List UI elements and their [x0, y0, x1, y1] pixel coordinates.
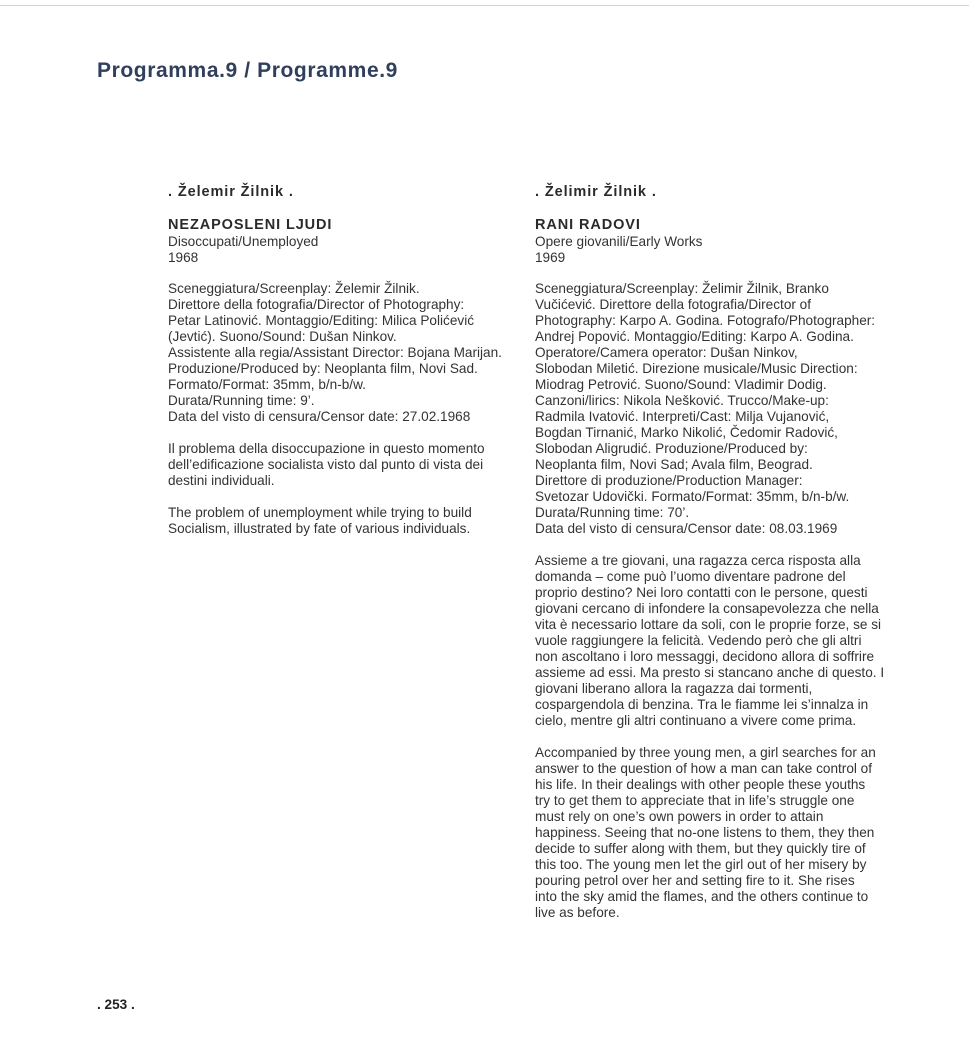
credits-line: Slobodan Aligrudić. Produzione/Produced by: — [535, 441, 808, 456]
synopsis-line: destini individuali. — [168, 473, 275, 488]
credits-line: Andrej Popović. Montaggio/Editing: Karpo A. Godina. — [535, 329, 854, 344]
film-subtitle: Opere giovanili/Early Works — [535, 234, 703, 249]
credits-line: Svetozar Udovički. Formato/Format: 35mm, b/n-b/w. — [535, 489, 850, 504]
credits-line: Assistente alla regia/Assistant Director: Bojana Marijan. — [168, 345, 502, 360]
credits-line: Radmila Ivatović. Interpreti/Cast: Milja Vujanović, — [535, 409, 830, 424]
credits-line: Vučićević. Direttore della fotografia/Director of — [535, 297, 812, 312]
synopsis-line: happiness. Seeing that no-one listens to them, they then — [535, 825, 875, 840]
credits-line: Operatore/Camera operator: Dušan Ninkov, — [535, 345, 798, 360]
credits-line: Durata/Running time: 9’. — [168, 393, 315, 408]
credits-line: Petar Latinović. Montaggio/Editing: Milica Polićević — [168, 313, 475, 328]
credits-line: Data del visto di censura/Censor date: 08.03.1969 — [535, 521, 838, 536]
credits-line: Produzione/Produced by: Neoplanta film, Novi Sad. — [168, 361, 478, 376]
credits-line: Direttore della fotografia/Director of Photography: — [168, 297, 465, 312]
credits-line: Data del visto di censura/Censor date: 27.02.1968 — [168, 409, 471, 424]
synopsis-line: non ascoltano i loro messaggi, decidono allora di soffrire — [535, 649, 875, 664]
film-year: 1968 — [168, 250, 199, 265]
synopsis-line: domanda – come può l’uomo diventare padrone del — [535, 569, 846, 584]
synopsis-line: vita è necessario lottare da soli, con le proprie forze, se si — [535, 617, 882, 632]
credits-line: Formato/Format: 35mm, b/n-b/w. — [168, 377, 366, 392]
credits-line: Slobodan Miletić. Direzione musicale/Music Direction: — [535, 361, 858, 376]
synopsis-line: decide to suffer along with them, but they quickly tire of — [535, 841, 866, 856]
credits-block — [535, 281, 885, 537]
credits-line: Durata/Running time: 70’. — [535, 505, 690, 520]
synopsis-line: dell’edificazione socialista visto dal punto di vista dei — [168, 457, 484, 472]
synopsis-line: his life. In their dealings with other people these youths — [535, 777, 866, 792]
synopsis-line: proprio destino? Nei loro contatti con le persone, questi — [535, 585, 868, 600]
synopsis-line: must rely on one’s own powers in order to attain — [535, 809, 824, 824]
film-title: RANI RADOVI — [535, 217, 641, 233]
page-title: Programma.9 / Programme.9 — [97, 59, 398, 82]
synopsis-line: assieme ad essi. Ma presto si stancano anche di questo. I — [535, 665, 885, 680]
synopsis-line: live as before. — [535, 905, 620, 920]
synopsis-line: Accompanied by three young men, a girl searches for an — [535, 745, 876, 760]
synopsis-line: vuole raggiungere la felicità. Vedendo però che gli altri — [535, 633, 862, 648]
synopsis-italian — [168, 441, 508, 489]
top-rule — [0, 5, 969, 6]
director-name: . Želimir Žilnik . — [535, 184, 657, 200]
film-title: NEZAPOSLENI LJUDI — [168, 217, 333, 233]
credits-line: Miodrag Petrović. Suono/Sound: Vladimir Dodig. — [535, 377, 827, 392]
director-name: . Želemir Žilnik . — [168, 184, 294, 200]
page-number: . 253 . — [97, 997, 135, 1012]
synopsis-line: answer to the question of how a man can take control of — [535, 761, 873, 776]
synopsis-line: try to get them to appreciate that in life’s struggle one — [535, 793, 855, 808]
film-subtitle: Disoccupati/Unemployed — [168, 234, 319, 249]
synopsis-line: Socialism, illustrated by fate of various individuals. — [168, 521, 471, 536]
synopsis-italian — [535, 553, 885, 729]
synopsis-line: into the sky amid the flames, and the others continue to — [535, 889, 869, 904]
synopsis-line: Assieme a tre giovani, una ragazza cerca risposta alla — [535, 553, 861, 568]
synopsis-english — [535, 745, 885, 921]
film-entry-nezaposleni-ljudi — [168, 183, 508, 537]
credits-block — [168, 281, 508, 425]
synopsis-line: pouring petrol over her and setting fire to it. She rises — [535, 873, 855, 888]
credits-line: Photography: Karpo A. Godina. Fotografo/Photographer: — [535, 313, 876, 328]
synopsis-line: cospargendola di benzina. Tra le fiamme lei s’innalza in — [535, 697, 869, 712]
credits-line: Bogdan Tirnanić, Marko Nikolić, Čedomir Radović, — [535, 425, 838, 440]
synopsis-line: this too. The young men let the girl out of her misery by — [535, 857, 867, 872]
credits-line: Sceneggiatura/Screenplay: Želemir Žilnik. — [168, 281, 420, 296]
credits-line: (Jevtić). Suono/Sound: Dušan Ninkov. — [168, 329, 397, 344]
synopsis-line: giovani cercano di infondere la consapevolezza che nella — [535, 601, 879, 616]
credits-line: Sceneggiatura/Screenplay: Želimir Žilnik, Branko — [535, 281, 829, 296]
synopsis-line: Il problema della disoccupazione in questo momento — [168, 441, 485, 456]
synopsis-line: cielo, mentre gli altri continuano a vivere come prima. — [535, 713, 857, 728]
credits-line: Direttore di produzione/Production Manager: — [535, 473, 803, 488]
credits-line: Neoplanta film, Novi Sad; Avala film, Beograd. — [535, 457, 813, 472]
synopsis-line: giovani liberano allora la ragazza dai tormenti, — [535, 681, 813, 696]
synopsis-line: The problem of unemployment while trying to build — [168, 505, 472, 520]
film-year: 1969 — [535, 250, 566, 265]
film-entry-rani-radovi — [535, 183, 885, 921]
credits-line: Canzoni/lirics: Nikola Nešković. Trucco/Make-up: — [535, 393, 829, 408]
synopsis-english — [168, 505, 508, 537]
